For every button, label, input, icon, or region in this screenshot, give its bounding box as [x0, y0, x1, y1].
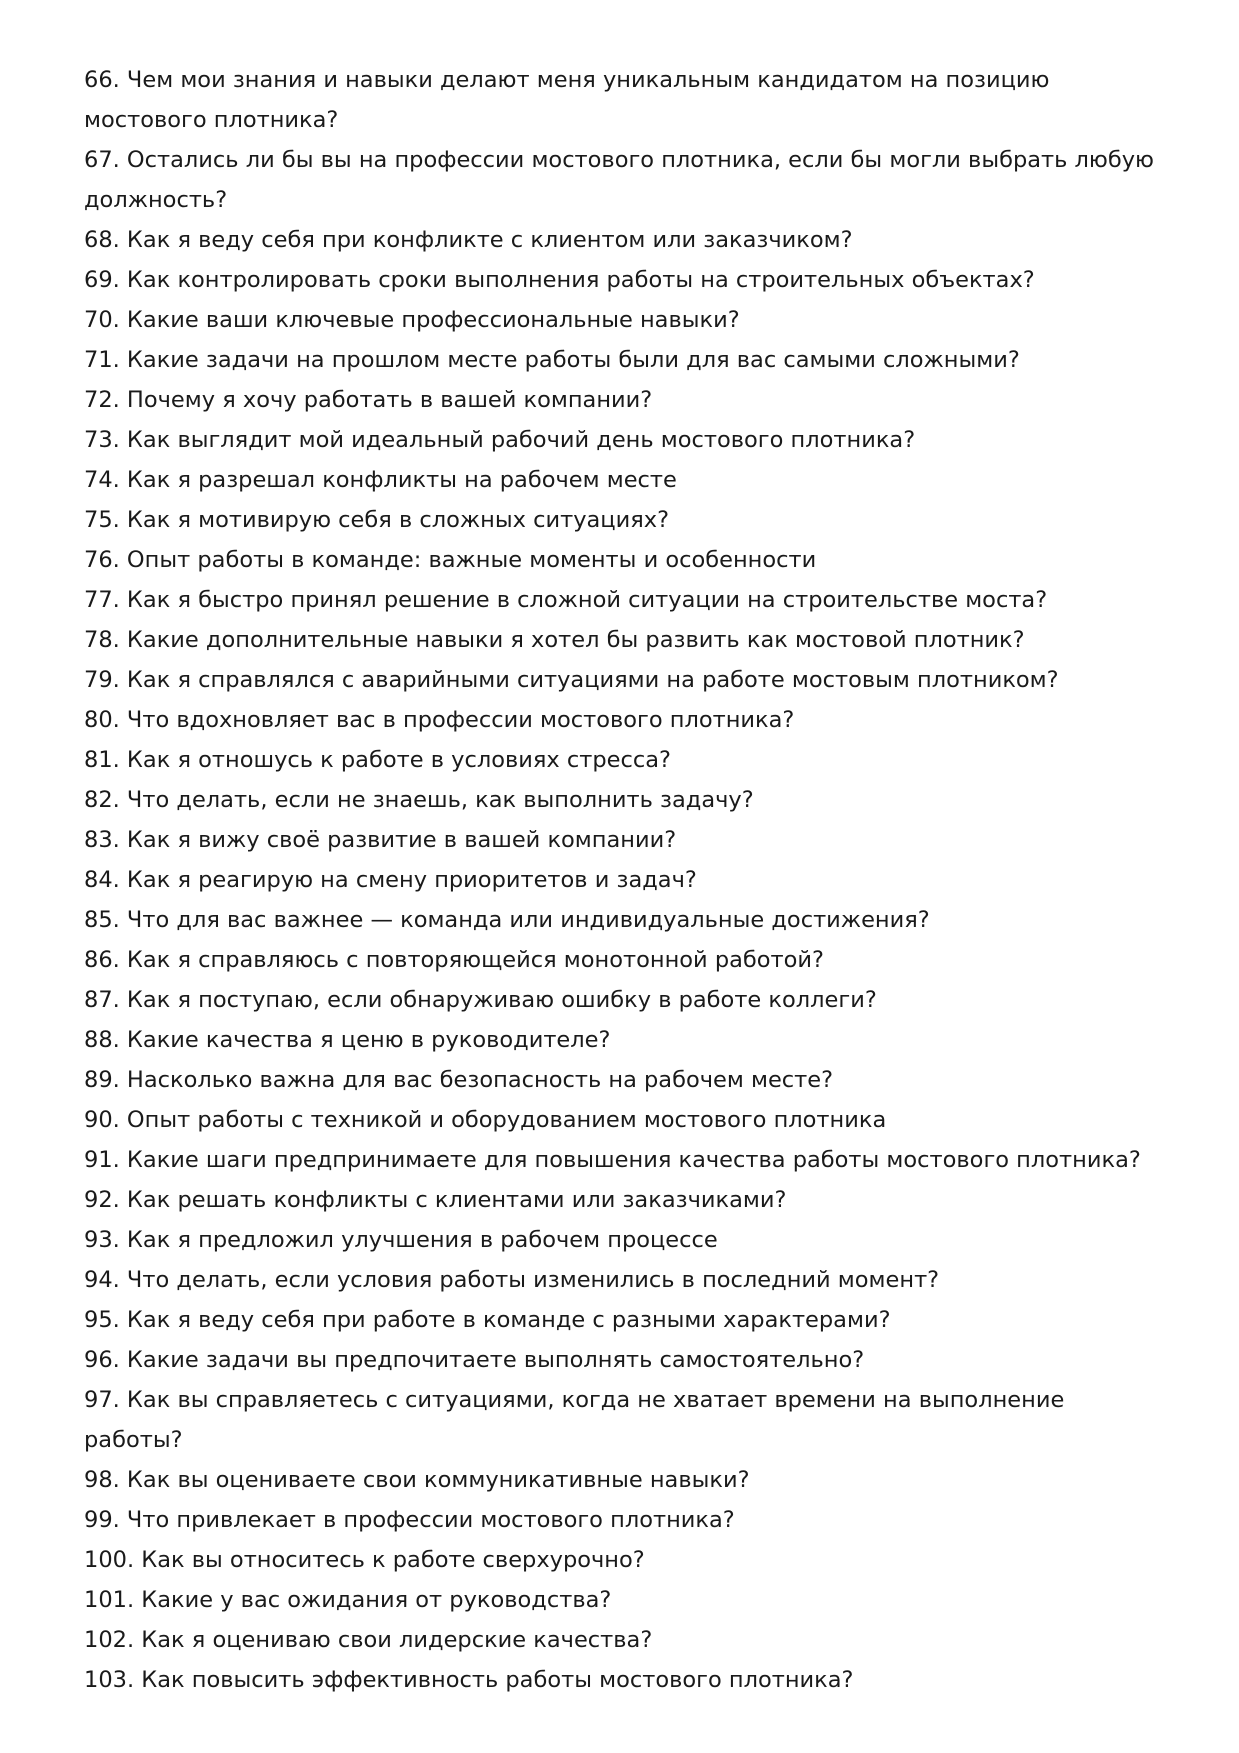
question-item: 96. Какие задачи вы предпочитаете выполнять самостоятельно? — [84, 1347, 865, 1373]
question-item: 91. Какие шаги предпринимаете для повышения качества работы мостового плотника? — [84, 1147, 1141, 1173]
question-item: 83. Как я вижу своё развитие в вашей компании? — [84, 827, 677, 853]
question-item: 90. Опыт работы с техникой и оборудованием мостового плотника — [84, 1107, 887, 1133]
question-item: 81. Как я отношусь к работе в условиях стресса? — [84, 747, 671, 773]
question-item: 69. Как контролировать сроки выполнения работы на строительных объектах? — [84, 267, 1035, 293]
question-item: 99. Что привлекает в профессии мостового плотника? — [84, 1507, 735, 1533]
question-item: 97. Как вы справляетесь с ситуациями, когда не хватает времени на выполнение работы? — [84, 1387, 1065, 1453]
question-item: 100. Как вы относитесь к работе сверхурочно? — [84, 1547, 645, 1573]
question-item: 74. Как я разрешал конфликты на рабочем месте — [84, 467, 677, 493]
question-item: 79. Как я справлялся с аварийными ситуациями на работе мостовым плотником? — [84, 667, 1059, 693]
question-list — [84, 60, 1164, 1700]
question-item: 95. Как я веду себя при работе в команде с разными характерами? — [84, 1307, 891, 1333]
question-item: 80. Что вдохновляет вас в профессии мостового плотника? — [84, 707, 795, 733]
question-item: 101. Какие у вас ожидания от руководства? — [84, 1587, 612, 1613]
question-item: 68. Как я веду себя при конфликте с клиентом или заказчиком? — [84, 227, 853, 253]
question-item: 93. Как я предложил улучшения в рабочем процессе — [84, 1227, 718, 1253]
question-item: 73. Как выглядит мой идеальный рабочий день мостового плотника? — [84, 427, 916, 453]
question-item: 72. Почему я хочу работать в вашей компании? — [84, 387, 653, 413]
question-item: 92. Как решать конфликты с клиентами или заказчиками? — [84, 1187, 787, 1213]
question-item: 98. Как вы оцениваете свои коммуникативные навыки? — [84, 1467, 750, 1493]
question-item: 89. Насколько важна для вас безопасность на рабочем месте? — [84, 1067, 834, 1093]
question-item: 103. Как повысить эффективность работы мостового плотника? — [84, 1667, 854, 1693]
question-item: 102. Как я оцениваю свои лидерские качества? — [84, 1627, 653, 1653]
question-item: 67. Остались ли бы вы на профессии мостового плотника, если бы могли выбрать любую должность? — [84, 147, 1155, 213]
question-item: 85. Что для вас важнее — команда или индивидуальные достижения? — [84, 907, 930, 933]
question-item: 86. Как я справляюсь с повторяющейся монотонной работой? — [84, 947, 824, 973]
question-item: 70. Какие ваши ключевые профессиональные навыки? — [84, 307, 740, 333]
question-item: 75. Как я мотивирую себя в сложных ситуациях? — [84, 507, 670, 533]
question-item: 88. Какие качества я ценю в руководителе? — [84, 1027, 611, 1053]
question-item: 84. Как я реагирую на смену приоритетов и задач? — [84, 867, 697, 893]
question-item: 94. Что делать, если условия работы изменились в последний момент? — [84, 1267, 940, 1293]
question-item: 78. Какие дополнительные навыки я хотел бы развить как мостовой плотник? — [84, 627, 1025, 653]
question-item: 87. Как я поступаю, если обнаруживаю ошибку в работе коллеги? — [84, 987, 877, 1013]
question-item: 66. Чем мои знания и навыки делают меня уникальным кандидатом на позицию мостового плотника? — [84, 67, 1050, 133]
question-item: 82. Что делать, если не знаешь, как выполнить задачу? — [84, 787, 754, 813]
question-item: 76. Опыт работы в команде: важные моменты и особенности — [84, 547, 817, 573]
question-item: 77. Как я быстро принял решение в сложной ситуации на строительстве моста? — [84, 587, 1048, 613]
question-item: 71. Какие задачи на прошлом месте работы были для вас самыми сложными? — [84, 347, 1020, 373]
